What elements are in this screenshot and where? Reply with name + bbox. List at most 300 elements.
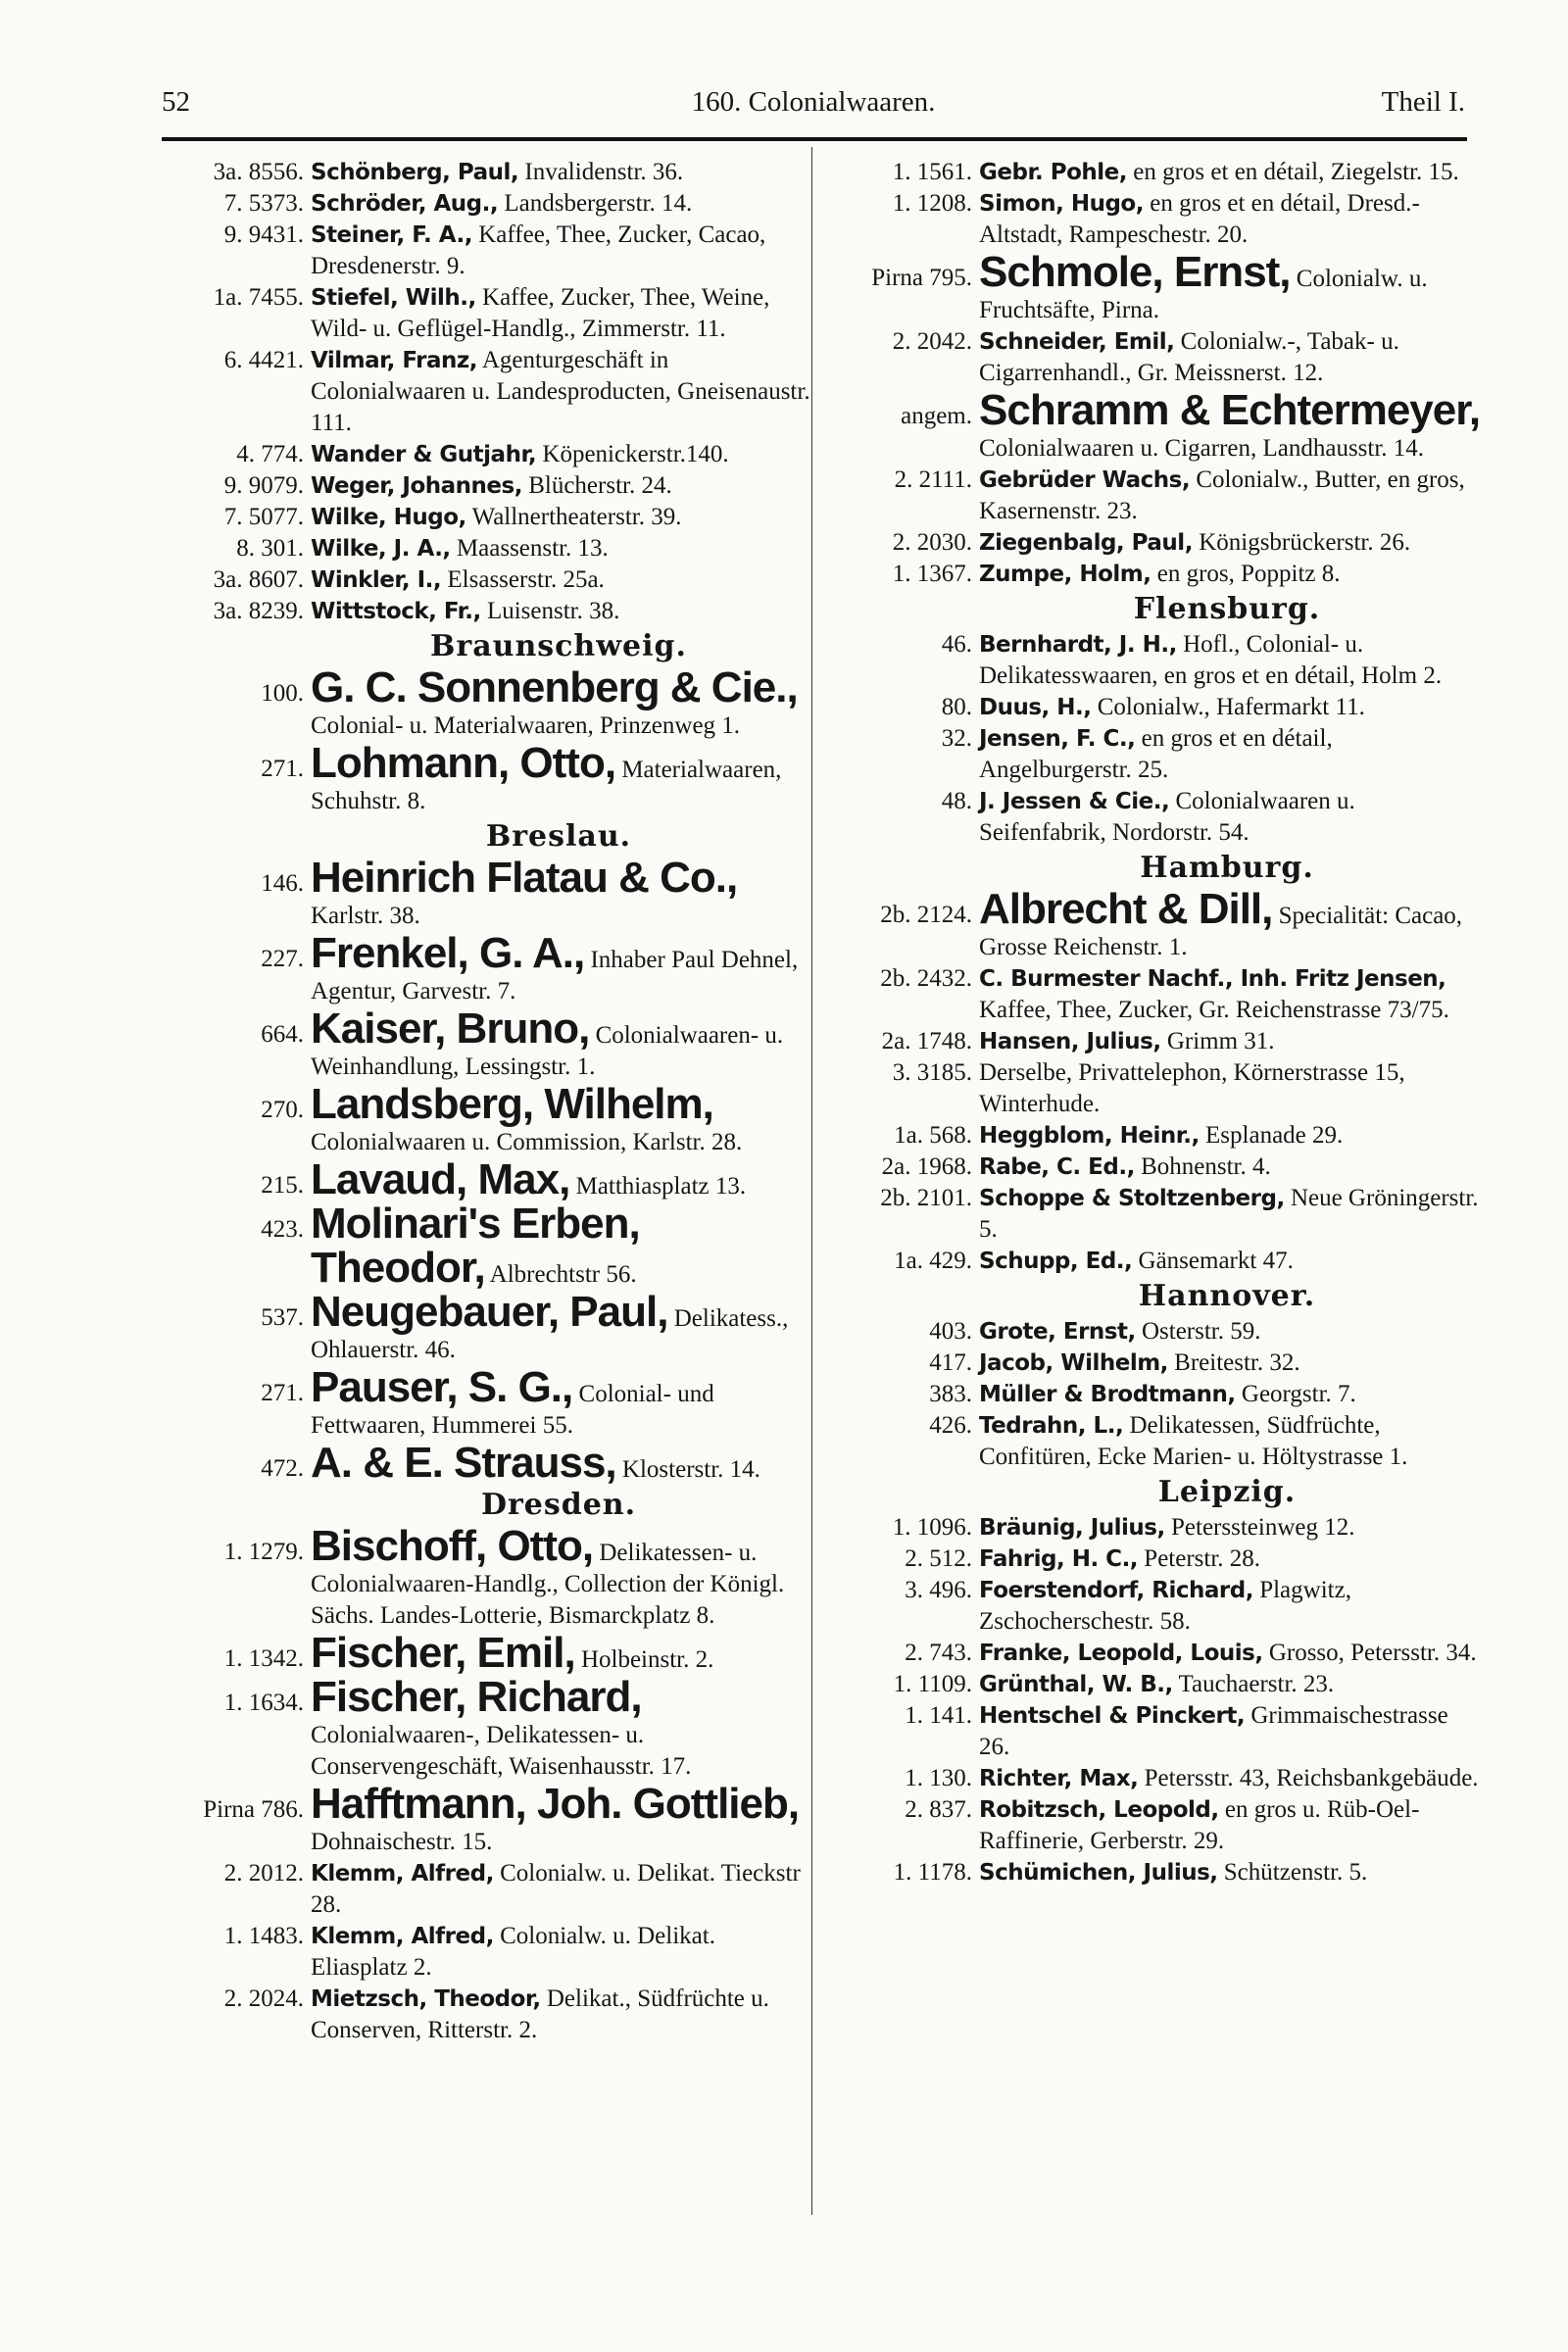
directory-entry — [825, 1763, 1482, 1794]
telephone-number: 46. — [941, 631, 972, 658]
firm-name: Bräunig, Julius, — [979, 1515, 1165, 1541]
firm-name: Gebrüder Wachs, — [979, 467, 1191, 493]
firm-name: Weger, Johannes, — [311, 473, 522, 499]
entry-details: Colonialwaaren u. Cigarren, Landhausstr. 14. — [979, 435, 1425, 462]
entry-text — [311, 282, 813, 345]
entry-details: Köpenickerstr.140. — [536, 441, 729, 467]
entry-text — [979, 157, 1482, 188]
entry-text — [311, 1288, 813, 1366]
entry-text — [979, 1794, 1482, 1857]
entry-text — [979, 1763, 1482, 1794]
telephone-number: 2a. 1748. — [881, 1028, 972, 1054]
city-heading: Hamburg. — [1140, 851, 1314, 885]
directory-entry — [157, 1155, 813, 1203]
telephone-number: 1. 1279. — [223, 1539, 304, 1565]
directory-entry — [825, 1316, 1482, 1348]
entry-text — [311, 1984, 813, 2046]
telephone-number: 2b. 2101. — [880, 1185, 972, 1211]
firm-name: Zumpe, Holm, — [979, 562, 1152, 587]
entry-details: Kaffee, Zucker, Thee, Weine, Wild- u. Geflügel-Handlg., Zimmerstr. 11. — [311, 284, 770, 342]
telephone-number: 1. 141. — [905, 1702, 972, 1729]
directory-entry — [157, 345, 813, 439]
entry-details: en gros et en détail, Ziegelstr. 15. — [1127, 159, 1459, 185]
firm-name: Schupp, Ed., — [979, 1249, 1133, 1274]
entry-details: Delikatessen- u. Colonialwaaren-Handlg., Collection der Königl. Sächs. Landes-Lotterie, Bismarckplatz 8. — [311, 1540, 785, 1629]
entry-text — [311, 929, 813, 1007]
directory-entry — [157, 188, 813, 220]
telephone-number: 2. 2042. — [892, 328, 972, 355]
entry-details: Plagwitz, Zschocherschestr. 58. — [979, 1577, 1351, 1635]
entry-details: Colonialw.-, Tabak- u. Cigarrenhandl., Gr. Meissnerst. 12. — [979, 328, 1399, 386]
telephone-number: 7. 5373. — [223, 190, 304, 217]
firm-name: Grünthal, W. B., — [979, 1672, 1173, 1697]
firm-name: Heggblom, Heinr., — [979, 1123, 1200, 1149]
entry-details: Peterstr. 28. — [1138, 1545, 1261, 1572]
entry-text — [979, 465, 1482, 527]
entry-details: Maassenstr. 13. — [450, 535, 609, 562]
entry-details: Matthiasplatz 13. — [569, 1173, 747, 1200]
telephone-number: 1a. 429. — [894, 1248, 972, 1274]
telephone-number: 1. 1109. — [893, 1671, 972, 1697]
firm-name: Wander & Gutjahr, — [311, 442, 537, 467]
entry-details: Dohnaischestr. 15. — [311, 1829, 493, 1855]
telephone-number: 2b. 2432. — [880, 965, 972, 992]
firm-name: Schneider, Emil, — [979, 329, 1175, 355]
entry-text — [311, 345, 813, 439]
telephone-number: 664. — [261, 1021, 304, 1048]
city-heading: Hannover. — [1138, 1279, 1316, 1313]
directory-entry — [157, 1629, 813, 1677]
entry-text — [311, 564, 813, 596]
directory-entry — [825, 723, 1482, 786]
telephone-number: 1. 1342. — [223, 1645, 304, 1672]
directory-entry — [157, 1439, 813, 1487]
entry-details: Luisenstr. 38. — [480, 598, 620, 624]
telephone-number: 48. — [941, 788, 972, 814]
telephone-number: 2. 2111. — [894, 466, 972, 493]
entry-text — [311, 1202, 813, 1291]
firm-name: Jacob, Wilhelm, — [979, 1350, 1168, 1376]
firm-name: Wilke, Hugo, — [311, 505, 466, 530]
firm-name: Robitzsch, Leopold, — [979, 1797, 1219, 1823]
entry-details: en gros et en détail, Angelburgerstr. 25. — [979, 725, 1333, 783]
entry-text — [979, 1512, 1482, 1544]
directory-entry — [825, 1410, 1482, 1473]
entry-text — [979, 1246, 1482, 1277]
directory-entry — [825, 386, 1482, 465]
firm-name: Simon, Hugo, — [979, 191, 1144, 217]
entry-text — [311, 439, 813, 470]
firm-name: Ziegenbalg, Paul, — [979, 530, 1193, 556]
entry-details: Gänsemarkt 47. — [1132, 1248, 1294, 1274]
entry-text — [979, 1316, 1482, 1348]
telephone-number: 423. — [261, 1216, 304, 1243]
directory-entry — [825, 1026, 1482, 1057]
entry-details: Kaffee, Thee, Zucker, Cacao, Dresdenerstr. 9. — [311, 221, 766, 279]
entry-details: Osterstr. 59. — [1135, 1318, 1261, 1345]
entry-details: Derselbe, Privattelephon, Körnerstrasse 15, Winterhude. — [979, 1059, 1405, 1117]
entry-text — [979, 188, 1482, 251]
entry-details: Colonial- und Fettwaaren, Hummerei 55. — [311, 1381, 714, 1439]
directory-entry — [157, 1363, 813, 1442]
directory-entry — [825, 1183, 1482, 1246]
directory-entry — [157, 1858, 813, 1921]
firm-name: Schramm & Echtermeyer, — [979, 386, 1481, 434]
firm-name: Schümichen, Julius, — [979, 1860, 1218, 1886]
directory-entry — [157, 1004, 813, 1083]
directory-entry — [825, 1348, 1482, 1379]
telephone-number: angem. — [901, 403, 972, 429]
entry-text — [979, 559, 1482, 590]
directory-entry — [157, 854, 813, 932]
directory-entry — [157, 1921, 813, 1984]
entry-text — [311, 1522, 813, 1632]
telephone-number: 3. 496. — [905, 1577, 972, 1603]
firm-name: A. & E. Strauss, — [311, 1439, 616, 1487]
telephone-number: 80. — [941, 694, 972, 720]
entry-text — [979, 1183, 1482, 1246]
entry-details: Colonialwaaren- u. Weinhandlung, Lessingstr. 1. — [311, 1022, 784, 1080]
entry-details: Karlstr. 38. — [311, 903, 420, 929]
entry-text — [979, 1669, 1482, 1700]
firm-name: Jensen, F. C., — [979, 726, 1136, 752]
telephone-number: 417. — [929, 1349, 972, 1376]
firm-name: Lohmann, Otto, — [311, 739, 616, 787]
entry-text — [311, 1363, 813, 1442]
entry-details: Klosterstr. 14. — [615, 1456, 760, 1483]
telephone-number: Pirna 786. — [203, 1796, 304, 1823]
directory-entry — [157, 220, 813, 282]
telephone-number: 426. — [929, 1412, 972, 1439]
entry-details: en gros, Poppitz 8. — [1151, 561, 1341, 587]
telephone-number: 1. 1178. — [893, 1859, 972, 1886]
directory-entry — [825, 1575, 1482, 1638]
firm-name: Bernhardt, J. H., — [979, 632, 1177, 658]
firm-name: Foerstendorf, Richard, — [979, 1578, 1253, 1603]
entry-details: Colonialw., Butter, en gros, Kasernenstr. 23. — [979, 466, 1465, 524]
telephone-number: 1. 1483. — [223, 1923, 304, 1949]
entry-details: Holbeinstr. 2. — [574, 1646, 714, 1673]
telephone-number: 383. — [929, 1381, 972, 1407]
directory-entry — [825, 1120, 1482, 1152]
telephone-number: 270. — [261, 1097, 304, 1123]
entry-details: Colonialwaaren u. Commission, Karlstr. 28. — [311, 1129, 743, 1155]
entry-details: Peterssteinweg 12. — [1164, 1514, 1355, 1541]
right-column — [825, 157, 1482, 1888]
entry-text — [979, 1026, 1482, 1057]
telephone-number: 3a. 8607. — [213, 566, 304, 593]
entry-text — [979, 1057, 1482, 1120]
firm-name: Hentschel & Pinckert, — [979, 1703, 1246, 1729]
entry-details: Elsasserstr. 25a. — [441, 566, 605, 593]
telephone-number: 271. — [261, 756, 304, 782]
firm-name: Hafftmann, Joh. Gottlieb, — [311, 1780, 800, 1828]
firm-name: Fischer, Richard, — [311, 1673, 642, 1721]
entry-details: Breitestr. 32. — [1167, 1349, 1300, 1376]
entry-text — [979, 963, 1482, 1026]
telephone-number: 1. 1096. — [892, 1514, 972, 1541]
entry-details: Inhaber Paul Dehnel, Agentur, Garvestr. 7. — [311, 947, 799, 1004]
telephone-number: 472. — [261, 1455, 304, 1482]
telephone-number: 4. 774. — [236, 441, 304, 467]
firm-name: Lavaud, Max, — [311, 1155, 570, 1203]
directory-entry — [825, 248, 1482, 326]
entry-text — [311, 1004, 813, 1083]
entry-text — [979, 386, 1482, 465]
directory-entry — [825, 629, 1482, 692]
directory-entry — [825, 1669, 1482, 1700]
telephone-number: 2. 743. — [905, 1640, 972, 1666]
directory-entry — [825, 963, 1482, 1026]
firm-name: Albrecht & Dill, — [979, 885, 1273, 933]
entry-text — [311, 502, 813, 533]
telephone-number: 1. 1367. — [892, 561, 972, 587]
entry-text — [979, 248, 1482, 326]
city-heading: Flensburg. — [1133, 592, 1321, 626]
page-header — [162, 86, 1465, 129]
page-part: Theil I. — [1381, 86, 1465, 118]
entry-text — [311, 1155, 813, 1203]
entry-text — [979, 885, 1482, 963]
directory-entry — [157, 439, 813, 470]
directory-entry — [825, 1152, 1482, 1183]
firm-name: Neugebauer, Paul, — [311, 1288, 668, 1336]
entry-text — [979, 1410, 1482, 1473]
entry-text — [979, 1700, 1482, 1763]
directory-entry — [825, 1379, 1482, 1410]
directory-entry — [825, 326, 1482, 389]
telephone-number: 215. — [261, 1172, 304, 1199]
telephone-number: 2. 837. — [905, 1796, 972, 1823]
entry-details: Grosso, Petersstr. 34. — [1262, 1640, 1477, 1666]
directory-entry — [157, 1522, 813, 1632]
city-heading: Braunschweig. — [430, 629, 687, 663]
directory-entry — [157, 533, 813, 564]
entry-text — [979, 1379, 1482, 1410]
directory-entry — [825, 786, 1482, 849]
telephone-number: 3a. 8556. — [213, 159, 304, 185]
directory-entry — [825, 1857, 1482, 1888]
directory-entry — [157, 929, 813, 1007]
telephone-number: 2. 2030. — [892, 529, 972, 556]
entry-text — [311, 739, 813, 817]
telephone-number: 3a. 8239. — [213, 598, 304, 624]
firm-name: Kaiser, Bruno, — [311, 1004, 590, 1053]
entry-details: Colonialwaaren u. Seifenfabrik, Nordorstr. 54. — [979, 788, 1355, 846]
telephone-number: 1. 1561. — [892, 159, 972, 185]
entry-details: Delikatess., Ohlauerstr. 46. — [311, 1305, 789, 1363]
firm-name: Vilmar, Franz, — [311, 348, 477, 373]
firm-name: Stiefel, Wilh., — [311, 285, 476, 311]
entry-text — [979, 527, 1482, 559]
directory-entry — [157, 564, 813, 596]
entry-details: Grimmaischestrasse 26. — [979, 1702, 1448, 1760]
entry-details: Esplanade 29. — [1199, 1122, 1344, 1149]
firm-name: Schönberg, Paul, — [311, 160, 519, 185]
telephone-number: 227. — [261, 946, 304, 972]
entry-text — [311, 854, 813, 932]
directory-entry — [157, 1202, 813, 1291]
directory-entry — [157, 663, 813, 742]
telephone-number: 7. 5077. — [223, 504, 304, 530]
entry-text — [311, 1673, 813, 1783]
directory-entry — [825, 1246, 1482, 1277]
directory-entry — [825, 188, 1482, 251]
telephone-number: 2b. 2124. — [880, 902, 972, 928]
entry-text — [311, 1858, 813, 1921]
directory-entry — [825, 1700, 1482, 1763]
firm-name: G. C. Sonnenberg & Cie., — [311, 663, 798, 711]
firm-name: Richter, Max, — [979, 1766, 1139, 1791]
directory-entry — [825, 465, 1482, 527]
telephone-number: 9. 9431. — [223, 221, 304, 248]
entry-details: Colonialw. u. Delikat. Eliasplatz 2. — [311, 1923, 715, 1981]
firm-name: Fahrig, H. C., — [979, 1546, 1139, 1572]
directory-entry — [825, 1638, 1482, 1669]
entry-details: Wallnertheaterstr. 39. — [466, 504, 682, 530]
entry-details: Colonialw. u. Fruchtsäfte, Pirna. — [979, 266, 1428, 323]
telephone-number: 2a. 1968. — [881, 1153, 972, 1180]
firm-name: Heinrich Flatau & Co., — [311, 854, 738, 902]
firm-name: Rabe, C. Ed., — [979, 1154, 1135, 1180]
directory-entry — [825, 527, 1482, 559]
firm-name: Molinari's Erben, Theodor, — [311, 1200, 640, 1292]
telephone-number: 1a. 7455. — [213, 284, 304, 311]
directory-entry — [157, 1288, 813, 1366]
directory-entry — [825, 885, 1482, 963]
directory-entry — [157, 470, 813, 502]
entry-details: Neue Gröningerstr. 5. — [979, 1185, 1479, 1243]
firm-name: Wilke, J. A., — [311, 536, 451, 562]
firm-name: Bischoff, Otto, — [311, 1522, 594, 1570]
firm-name: Klemm, Alfred, — [311, 1924, 494, 1949]
telephone-number: 2. 512. — [905, 1545, 972, 1572]
firm-name: Grote, Ernst, — [979, 1319, 1136, 1345]
entry-details: Colonial- u. Materialwaaren, Prinzenweg 1. — [311, 712, 741, 739]
header-rule — [162, 137, 1467, 141]
city-heading: Dresden. — [480, 1488, 637, 1522]
firm-name: Tedrahn, L., — [979, 1413, 1124, 1439]
telephone-number: 2. 2024. — [223, 1985, 304, 2012]
firm-name: Schoppe & Stoltzenberg, — [979, 1186, 1285, 1211]
entry-details: Kaffee, Thee, Zucker, Gr. Reichenstrasse 73/75. — [979, 997, 1449, 1023]
entry-details: Invalidenstr. 36. — [518, 159, 684, 185]
firm-name: J. Jessen & Cie., — [979, 789, 1170, 814]
directory-entry — [157, 1984, 813, 2046]
firm-name: Franke, Leopold, Louis, — [979, 1641, 1263, 1666]
entry-details: Blücherstr. 24. — [521, 472, 672, 499]
entry-text — [979, 1120, 1482, 1152]
entry-details: Hofl., Colonial- u. Delikatesswaaren, en gros et en détail, Holm 2. — [979, 631, 1443, 689]
firm-name: Mietzsch, Theodor, — [311, 1986, 541, 2012]
entry-text — [311, 1629, 813, 1677]
entry-text — [311, 533, 813, 564]
entry-text — [311, 1921, 813, 1984]
telephone-number: 146. — [261, 870, 304, 897]
telephone-number: 6. 4421. — [223, 347, 304, 373]
entry-text — [311, 157, 813, 188]
entry-text — [979, 1857, 1482, 1888]
telephone-number: 32. — [941, 725, 972, 752]
entry-details: Delikatessen, Südfrüchte, Confitüren, Ecke Marien- u. Höltystrasse 1. — [979, 1412, 1408, 1470]
entry-text — [979, 326, 1482, 389]
firm-name: Frenkel, G. A., — [311, 929, 585, 977]
firm-name: Steiner, F. A., — [311, 222, 472, 248]
directory-entry — [825, 157, 1482, 188]
entry-text — [979, 786, 1482, 849]
telephone-number: 1a. 568. — [894, 1122, 972, 1149]
firm-name: Schröder, Aug., — [311, 191, 499, 217]
firm-name: Schmole, Ernst, — [979, 248, 1291, 296]
firm-name: Hansen, Julius, — [979, 1029, 1161, 1054]
entry-text — [311, 220, 813, 282]
telephone-number: 9. 9079. — [223, 472, 304, 499]
entry-details: Petersstr. 43, Reichsbankgebäude. — [1138, 1765, 1479, 1791]
firm-name: C. Burmester Nachf., Inh. Fritz Jensen, — [979, 966, 1446, 992]
entry-text — [979, 1348, 1482, 1379]
directory-entry — [157, 282, 813, 345]
entry-details: Materialwaaren, Schuhstr. 8. — [311, 757, 782, 814]
firm-name: Duus, H., — [979, 695, 1092, 720]
firm-name: Klemm, Alfred, — [311, 1861, 494, 1886]
entry-text — [311, 1780, 813, 1858]
entry-details: Schützenstr. 5. — [1217, 1859, 1368, 1886]
entry-text — [311, 470, 813, 502]
directory-entry — [157, 1673, 813, 1783]
telephone-number: 1. 1634. — [223, 1690, 304, 1716]
firm-name: Gebr. Pohle, — [979, 160, 1128, 185]
entry-details: Agenturgeschäft in Colonialwaaren u. Landesproducten, Gneisenaustr. 111. — [311, 347, 810, 436]
directory-entry — [157, 739, 813, 817]
entry-text — [311, 1080, 813, 1158]
entry-text — [311, 663, 813, 742]
telephone-number: 1. 130. — [905, 1765, 972, 1791]
directory-entry — [157, 1780, 813, 1858]
directory-entry — [825, 559, 1482, 590]
telephone-number: 537. — [261, 1304, 304, 1331]
page-title: 160. Colonialwaaren. — [691, 86, 936, 118]
entry-text — [979, 1544, 1482, 1575]
entry-details: Colonialwaaren-, Delikatessen- u. Conservengeschäft, Waisenhausstr. 17. — [311, 1722, 692, 1780]
left-column — [157, 157, 813, 2046]
entry-details: Delikat., Südfrüchte u. Conserven, Ritterstr. 2. — [311, 1985, 769, 2043]
entry-details: Albrechtstr 56. — [484, 1261, 637, 1288]
entry-details: Tauchaerstr. 23. — [1172, 1671, 1335, 1697]
entry-details: Königsbrückerstr. 26. — [1192, 529, 1411, 556]
entry-details: Grimm 31. — [1160, 1028, 1275, 1054]
entry-text — [311, 1439, 813, 1487]
entry-details: Bohnenstr. 4. — [1134, 1153, 1271, 1180]
directory-entry — [157, 596, 813, 627]
firm-name: Winkler, I., — [311, 567, 442, 593]
firm-name: Fischer, Emil, — [311, 1629, 575, 1677]
telephone-number: Pirna 795. — [871, 265, 972, 291]
entry-details: Georgstr. 7. — [1235, 1381, 1356, 1407]
firm-name: Pauser, S. G., — [311, 1363, 573, 1411]
telephone-number: 8. 301. — [236, 535, 304, 562]
telephone-number: 2. 2012. — [223, 1860, 304, 1886]
directory-entry — [825, 692, 1482, 723]
entry-text — [311, 596, 813, 627]
firm-name: Müller & Brodtmann, — [979, 1382, 1236, 1407]
city-heading: Leipzig. — [1157, 1475, 1297, 1509]
telephone-number: 3. 3185. — [892, 1059, 972, 1086]
entry-text — [979, 1638, 1482, 1669]
entry-details: en gros et en détail, Dresd.-Altstadt, Rampeschestr. 20. — [979, 190, 1420, 248]
directory-entry — [825, 1794, 1482, 1857]
entry-details: en gros u. Rüb-Oel-Raffinerie, Gerberstr. 29. — [979, 1796, 1420, 1854]
telephone-number: 100. — [261, 680, 304, 707]
